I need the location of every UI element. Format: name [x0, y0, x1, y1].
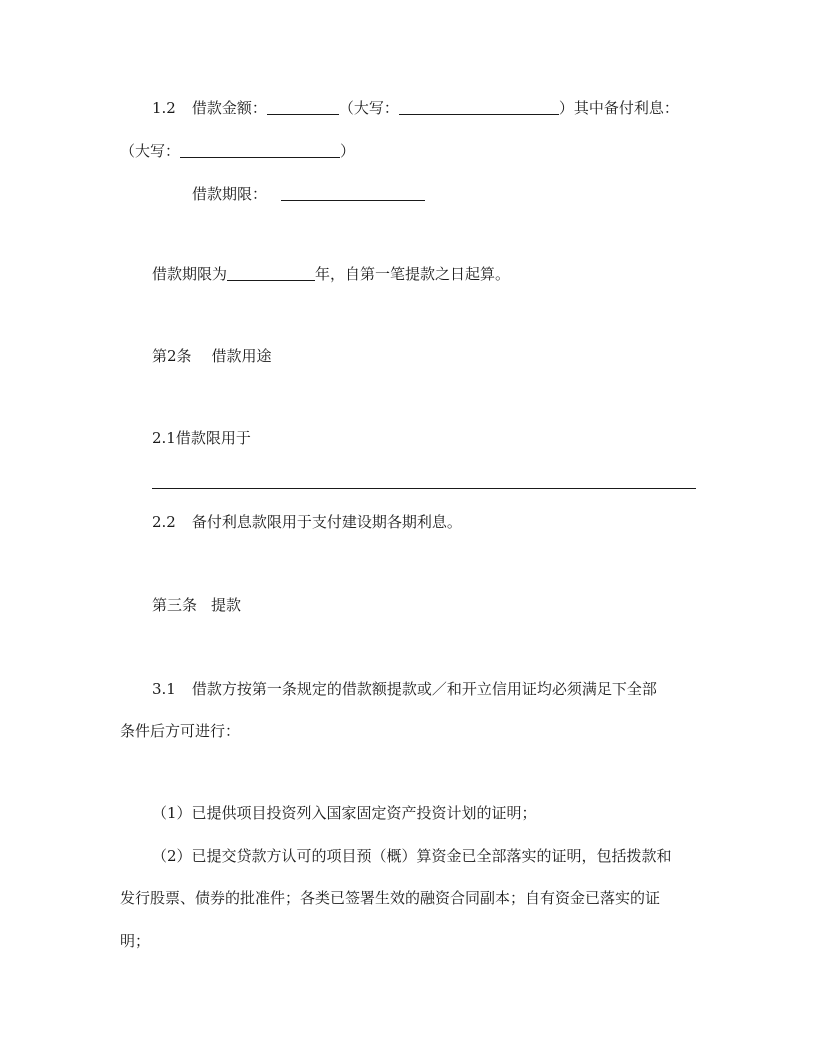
condition-item-1	[152, 803, 537, 823]
condition-item-2-text-2: 发行股票、债券的批准件；各类已签署生效的融资合同副本；自有资金已落实的证	[120, 889, 661, 907]
clause-3-1-line-1	[152, 679, 657, 699]
capital-interest-blank	[180, 141, 340, 158]
term-blank	[281, 184, 425, 201]
clause-2-2	[152, 512, 462, 532]
capital-2-close: ）	[340, 142, 356, 160]
article-2-heading	[152, 346, 272, 366]
article-2-title: 借款用途	[211, 347, 272, 365]
clause-2-1	[152, 428, 251, 448]
clause-3-1-text-1: 借款方按第一条规定的借款额提款或／和开立信用证均必须满足下全部	[191, 680, 657, 698]
purpose-blank-line	[152, 488, 696, 489]
article-3-title: 提款	[211, 596, 242, 614]
capital-amount-blank	[399, 98, 559, 115]
condition-item-2-text-3: 明；	[120, 932, 151, 950]
article-2-number: 第2条	[152, 347, 192, 365]
condition-item-2-line-3	[120, 931, 150, 951]
amount-label: 借款金额：	[191, 99, 267, 117]
term-label: 借款期限：	[192, 185, 268, 203]
term-line	[192, 182, 425, 202]
amount-blank	[267, 98, 339, 115]
article-3-heading	[152, 595, 241, 615]
condition-item-1-text: （1）已提供项目投资列入国家固定资产投资计划的证明；	[152, 804, 537, 822]
clause-3-1-text-2: 条件后方可进行：	[120, 722, 241, 740]
clause-2-1-text: 2.1借款限用于	[152, 429, 251, 447]
term-suffix: 年，自第一笔提款之日起算。	[315, 265, 511, 283]
clause-2-2-text: 备付利息款限用于支付建设期各期利息。	[191, 513, 462, 531]
clause-3-1-line-2	[120, 721, 240, 741]
condition-item-2-text-1: （2）已提交贷款方认可的项目预（概）算资金已全部落实的证明，包括拨款和	[152, 847, 672, 865]
clause-1-2-line	[152, 96, 679, 116]
capital-open: （大写：	[338, 99, 399, 117]
capital-2-open: （大写：	[120, 142, 181, 160]
term-sentence	[152, 262, 510, 282]
term-prefix: 借款期限为	[152, 265, 228, 283]
condition-item-2-line-1	[152, 846, 672, 866]
condition-item-2-line-2	[120, 888, 660, 908]
article-3-number: 第三条	[152, 596, 198, 614]
clause-3-1-number: 3.1	[152, 680, 176, 698]
clause-number: 1.2	[152, 99, 176, 117]
capital-close: ）其中备付利息：	[558, 99, 679, 117]
clause-2-2-number: 2.2	[152, 513, 176, 531]
term-years-blank	[227, 264, 315, 281]
capital-2-line	[120, 139, 355, 159]
